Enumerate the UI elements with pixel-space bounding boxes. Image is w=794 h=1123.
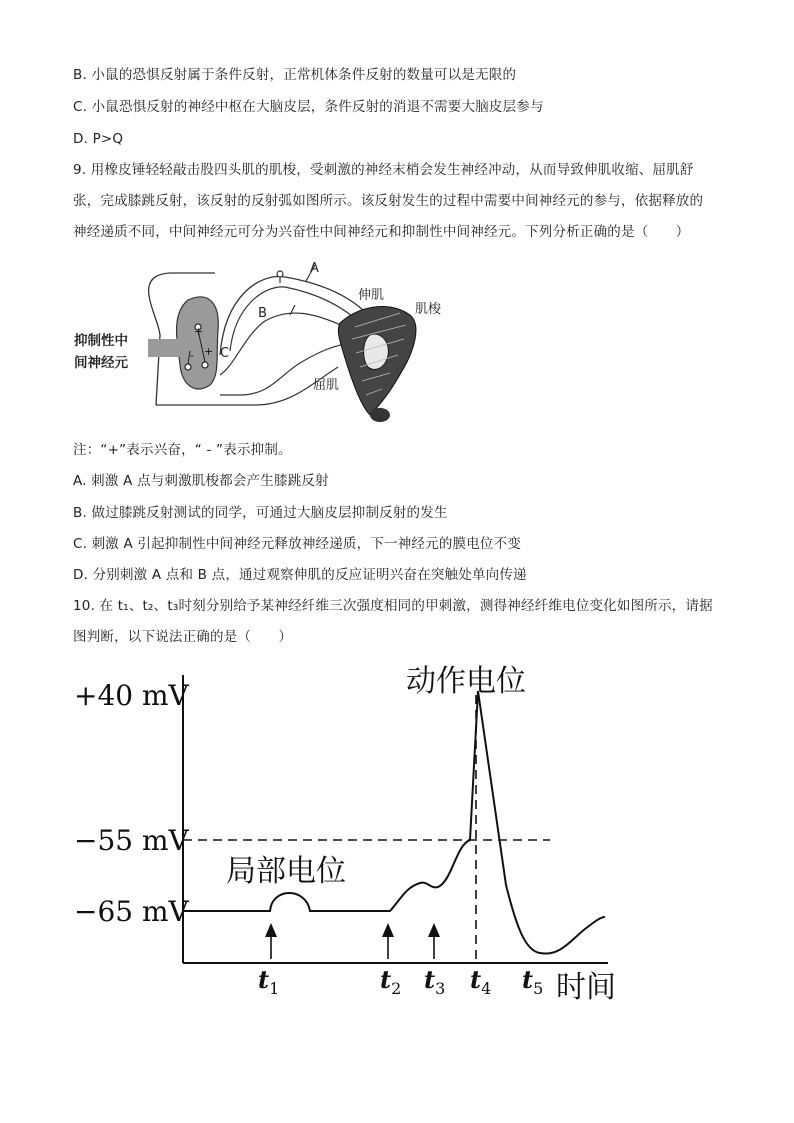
y-label-plus40: +40 mV [74, 679, 189, 712]
membrane-potential-figure [60, 655, 640, 1010]
stimulus-arrow-t1 [265, 923, 277, 959]
q8-option-d: D. P>Q [73, 131, 124, 147]
label-flexor: 屈肌 [313, 378, 340, 393]
q8-option-c: C. 小鼠恐惧反射的神经中枢在大脑皮层，条件反射的消退不需要大脑皮层参与 [73, 99, 544, 115]
label-extensor: 伸肌 [358, 288, 385, 303]
plus-sign-1: + [194, 325, 204, 338]
q8-option-b: B. 小鼠的恐惧反射属于条件反射，正常机体条件反射的数量可以是无限的 [73, 67, 517, 83]
stimulus-arrow-t3 [428, 923, 440, 959]
label-a: A [310, 261, 319, 276]
q9-stem-line-2: 张，完成膝跳反射，该反射的反射弧如图所示。该反射发生的过程中需要中间神经元的参与，依据释放的 [73, 193, 704, 209]
potential-curve [183, 691, 605, 954]
y-label-minus55: −55 mV [74, 824, 189, 857]
q9-option-b: B. 做过膝跳反射测试的同学，可通过大脑皮层抑制反射的发生 [73, 505, 448, 521]
tick-t5: $t_5$ [522, 965, 544, 998]
label-inhibitory-2: 间神经元 [74, 355, 128, 371]
interneuron-region [148, 339, 188, 357]
tick-t4: $t_4$ [470, 965, 492, 998]
tick-t2: $t_2$ [380, 965, 402, 998]
tick-t1: $t_1$ [258, 965, 280, 998]
q9-stem-line-3: 神经递质不同，中间神经元可分为兴奋性中间神经元和抑制性中间神经元。下列分析正确的是（ ） [73, 224, 690, 240]
q9-note: 注：“+”表示兴奋，“ - ”表示抑制。 [73, 442, 292, 458]
label-local-potential: 局部电位 [226, 854, 346, 889]
x-axis-label: 时间 [556, 970, 616, 1005]
minus-sign-1: - [190, 349, 194, 362]
y-label-minus65: −65 mV [74, 895, 189, 928]
label-b: B [258, 306, 267, 321]
q9-option-d: D. 分别刺激 A 点和 B 点，通过观察伸肌的反应证明兴奋在突触处单向传递 [73, 567, 527, 583]
q9-stem-line-1: 9. 用橡皮锤轻轻敲击股四头肌的肌梭，受刺激的神经末梢会发生神经冲动，从而导致伸肌收缩、屈肌舒 [73, 162, 694, 178]
label-c: C [220, 346, 230, 361]
reflex-arc-figure [70, 255, 460, 425]
q10-stem-line-2: 图判断，以下说法正确的是（ ） [73, 629, 293, 645]
plus-sign-2: + [204, 345, 214, 358]
label-spindle: 肌梭 [415, 302, 442, 317]
tick-t3: $t_3$ [424, 965, 446, 998]
muscle-bundle [338, 307, 416, 422]
q9-option-a: A. 刺激 A 点与刺激肌梭都会产生膝跳反射 [73, 473, 329, 489]
label-inhibitory-1: 抑制性中 [74, 333, 128, 349]
q9-option-c: C. 刺激 A 引起抑制性中间神经元释放神经递质，下一神经元的膜电位不变 [73, 536, 522, 552]
stimulus-arrow-t2 [382, 923, 394, 959]
label-action-potential: 动作电位 [406, 664, 526, 699]
efferent-neuron-b [220, 313, 345, 375]
q10-stem-line-1: 10. 在 t₁、t₂、t₃时刻分别给予某神经纤维三次强度相同的甲刺激，测得神经纤维电位变化如图所示，请据 [73, 598, 713, 614]
